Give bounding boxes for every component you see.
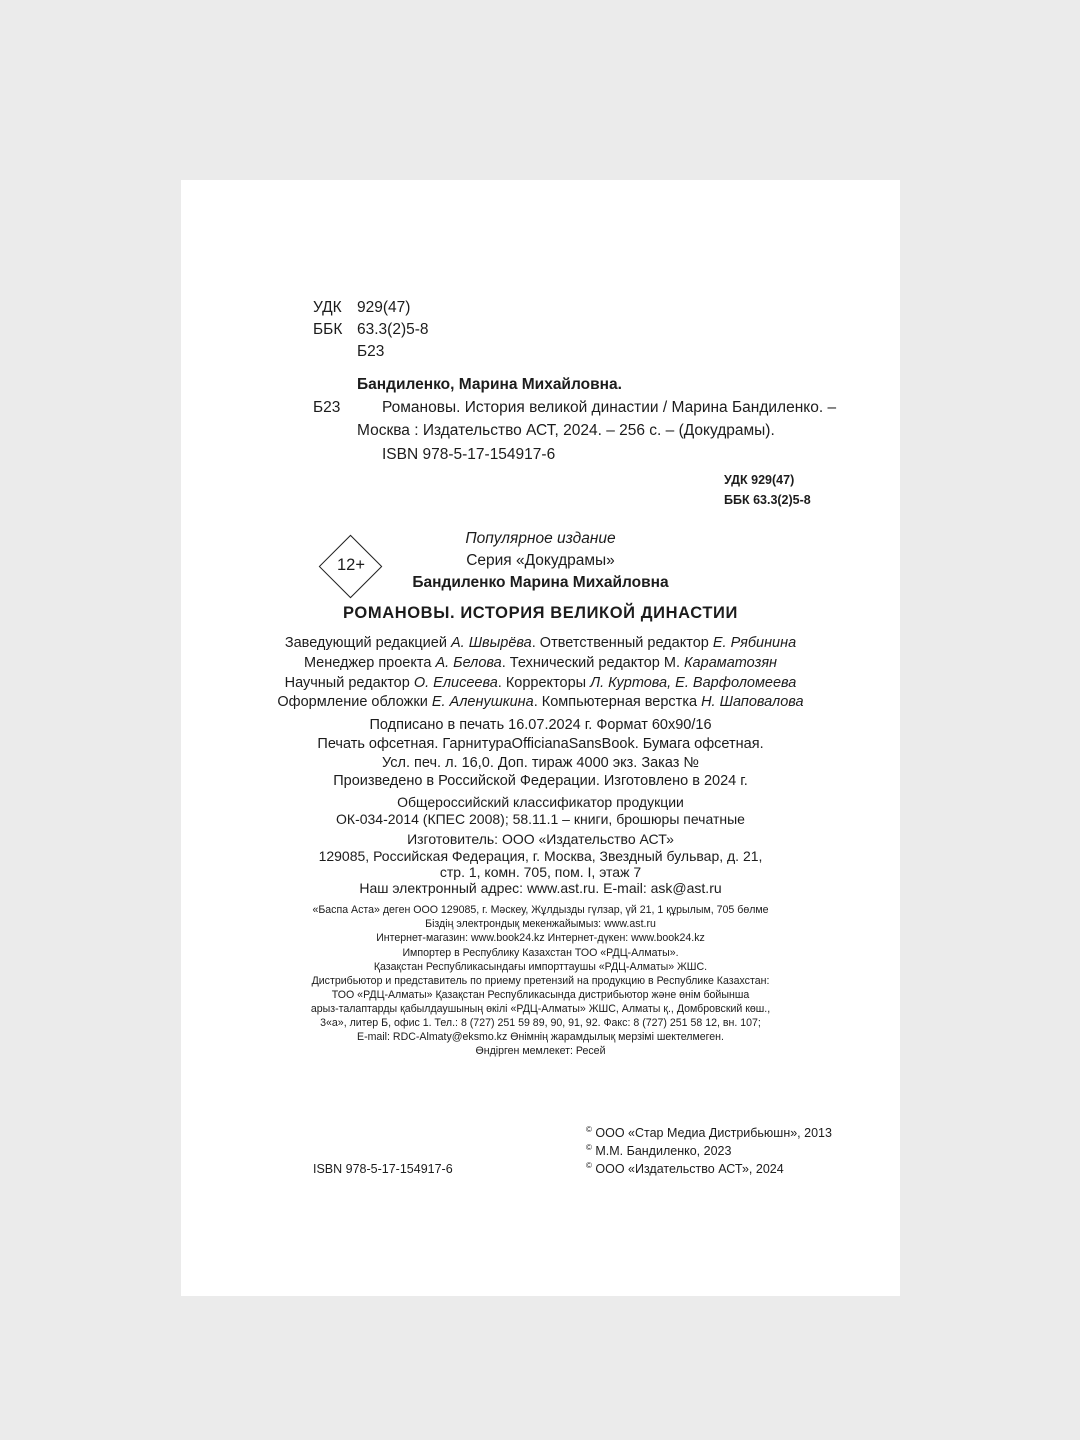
credits-line-1 <box>181 636 900 651</box>
credit-name: Н. Шаповалова <box>701 694 804 710</box>
author-heading: Бандиленко, Марина Михайловна. <box>357 376 622 393</box>
kazakh-line: Дистрибьютор и представитель по приему претензий на продукцию в Республике Казахстан: <box>311 975 770 987</box>
print-line-2: Печать офсетная. ГарнитураOfficianaSansBook. Бумага офсетная. <box>317 736 764 752</box>
credit-name: А. Швырёва <box>450 635 532 651</box>
credit-name: О. Елисеева <box>413 675 498 691</box>
credit-name: Караматозян <box>684 655 778 671</box>
edition-author: Бандиленко Марина Михайловна <box>412 574 669 591</box>
credit-role: Научный редактор <box>284 675 414 691</box>
catalog-description-line1: Романовы. История великой династии / Марина Бандиленко. – <box>382 399 837 416</box>
catalog-isbn: ISBN 978-5-17-154917-6 <box>382 446 556 463</box>
credit-role: Менеджер проекта <box>303 655 436 671</box>
age-rating: 12+ <box>337 556 365 574</box>
kazakh-line: ТОО «РДЦ-Алматы» Қазақстан Республикасында дистрибьютор және өнім бойынша <box>331 989 750 1001</box>
print-line-5: Общероссийский классификатор продукции <box>397 794 684 810</box>
bbk-right: ББК 63.3(2)5-8 <box>724 493 811 507</box>
bbk-label: ББК <box>313 321 343 338</box>
author-mark: Б23 <box>357 343 385 360</box>
kazakh-line: Интернет-магазин: www.book24.kz Интернет-дүкен: www.book24.kz <box>376 932 705 944</box>
book-title: РОМАНОВЫ. ИСТОРИЯ ВЕЛИКОЙ ДИНАСТИИ <box>343 604 738 622</box>
credit-name: Е. Рябинина <box>712 635 797 651</box>
credit-role: . Корректоры <box>497 675 591 691</box>
catalog-description-line2: Москва : Издательство АСТ, 2024. – 256 с. – (Докудрамы). <box>357 422 775 439</box>
footer-isbn: ISBN 978-5-17-154917-6 <box>313 1162 453 1176</box>
credit-name: Л. Куртова, Е. Варфоломеева <box>590 675 797 691</box>
udk-right: УДК 929(47) <box>724 473 795 487</box>
print-line-3: Усл. печ. л. 16,0. Доп. тираж 4000 экз. Заказ № <box>382 755 699 771</box>
credits-line-4 <box>181 695 900 710</box>
edition-type: Популярное издание <box>465 530 616 547</box>
imprint-page <box>181 180 900 1296</box>
credits-line-2 <box>181 656 900 671</box>
kazakh-line: E-mail: RDC-Almaty@eksmo.kz Өнімнің жарамдылық мерзімі шектелмеген. <box>357 1031 724 1043</box>
credits-line-3 <box>181 676 900 691</box>
credit-role: . Технический редактор М. <box>501 655 685 671</box>
credit-role: Оформление обложки <box>277 694 432 710</box>
kazakh-line: Қазақстан Республикасындағы импорттаушы «РДЦ-Алматы» ЖШС. <box>373 961 708 973</box>
copyright-2: © М.М. Бандиленко, 2023 <box>586 1142 732 1158</box>
copyright-3: © ООО «Издательство АСТ», 2024 <box>586 1160 784 1176</box>
copyright-1: © ООО «Стар Медиа Дистрибьюшн», 2013 <box>586 1124 832 1140</box>
credit-name: А. Белова <box>435 655 502 671</box>
kazakh-line: Өндірген мемлекет: Ресей <box>475 1045 606 1057</box>
kazakh-line: «Баспа Аста» деген ООО 129085, г. Мәскеу, Жұлдызды гүлзар, үй 21, 1 құрылым, 705 бөлме <box>312 904 769 916</box>
kazakh-line: Импортер в Республику Казахстан ТОО «РДЦ-Алматы». <box>402 947 679 959</box>
bbk-value: 63.3(2)5-8 <box>357 321 429 338</box>
udk-value: 929(47) <box>357 299 411 316</box>
kazakh-line: арыз-талаптарды қабылдаушының өкілі «РДЦ-Алматы» ЖШС, Алматы қ., Домбровский көш., <box>310 1003 771 1015</box>
catalog-mark: Б23 <box>313 399 341 416</box>
credit-role: Заведующий редакцией <box>284 635 451 651</box>
edition-series: Серия «Докудрамы» <box>466 552 615 569</box>
print-line-9: стр. 1, комн. 705, пом. I, этаж 7 <box>439 864 642 880</box>
credit-name: Е. Аленушкина <box>431 694 534 710</box>
credit-role: . Ответственный редактор <box>531 635 713 651</box>
print-line-8: 129085, Российская Федерация, г. Москва, Звездный бульвар, д. 21, <box>318 848 763 864</box>
print-line-4: Произведено в Российской Федерации. Изготовлено в 2024 г. <box>333 773 748 789</box>
udk-label: УДК <box>313 299 342 316</box>
print-line-10: Наш электронный адрес: www.ast.ru. E-mail: ask@ast.ru <box>359 880 722 896</box>
print-line-7: Изготовитель: ООО «Издательство АСТ» <box>407 831 674 847</box>
print-line-1: Подписано в печать 16.07.2024 г. Формат 60х90/16 <box>369 717 712 733</box>
credit-role: . Компьютерная верстка <box>533 694 702 710</box>
kazakh-line: Біздің электрондық мекенжайымыз: www.ast.ru <box>425 918 656 930</box>
print-line-6: ОК-034-2014 (КПЕС 2008); 58.11.1 – книги, брошюры печатные <box>336 811 745 827</box>
kazakh-line: 3«а», литер Б, офис 1. Тел.: 8 (727) 251 59 89, 90, 91, 92. Факс: 8 (727) 251 58 12, вн. 107; <box>320 1017 761 1029</box>
